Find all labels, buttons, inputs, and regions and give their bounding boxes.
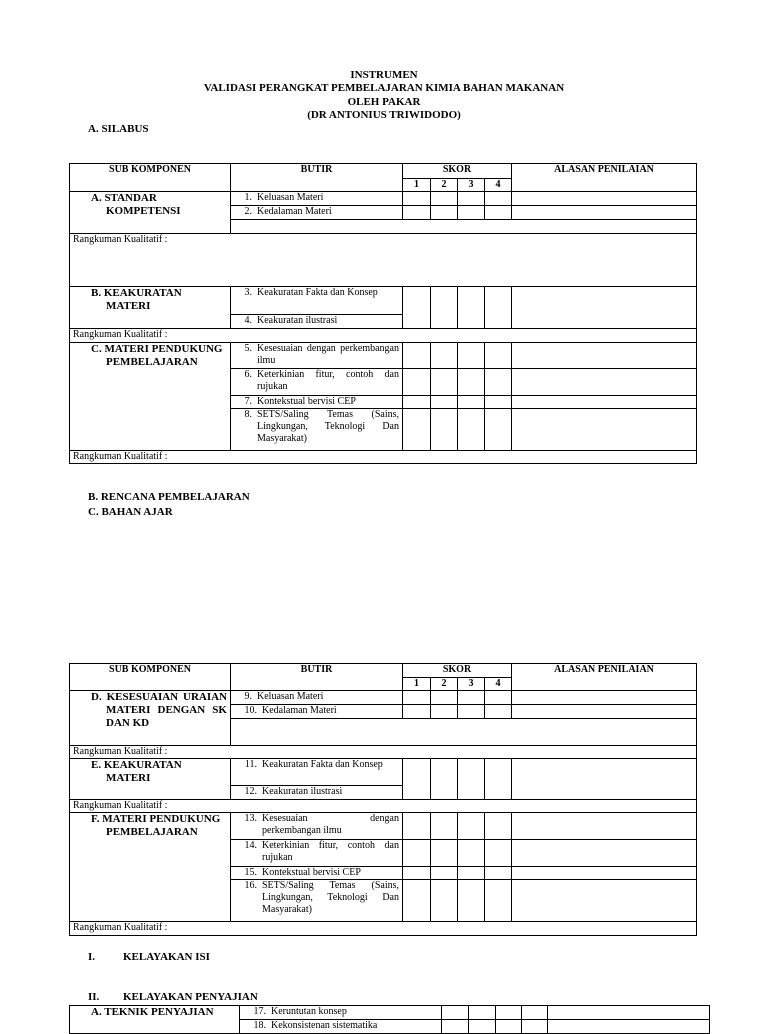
score-header-2: 2 [431,678,458,691]
section-a-heading: A. SILABUS [88,123,149,135]
reason-cell[interactable] [512,192,697,206]
score-cell[interactable] [458,206,485,220]
score-cell[interactable] [431,192,458,206]
score-cell[interactable] [431,369,458,396]
component-d [70,691,231,746]
score-cell[interactable] [442,1020,469,1034]
reason-cell[interactable] [512,206,697,220]
score-cell[interactable] [485,880,512,922]
header-skor: SKOR [403,664,512,678]
item-5: 5. Kesesuaian dengan perkembangan ilmu [231,343,403,369]
reason-cell[interactable] [512,369,697,396]
score-header-1: 1 [403,179,431,192]
header-alasan: ALASAN PENILAIAN [512,664,697,691]
score-cell[interactable] [458,192,485,206]
score-header-1: 1 [403,678,431,691]
score-cell[interactable] [431,867,458,880]
score-cell[interactable] [485,287,512,329]
item-12: 12. Keakuratan ilustrasi [231,786,403,800]
score-cell[interactable] [458,867,485,880]
item-15: 15. Kontekstual bervisi CEP [231,867,403,880]
document-author: (DR ANTONIUS TRIWIDODO) [307,109,461,121]
item-9: 9. Keluasan Materi [231,691,403,705]
score-cell[interactable] [442,1006,469,1020]
score-cell[interactable] [403,287,431,329]
score-cell[interactable] [403,840,431,867]
section-i-number: I. [88,951,96,963]
document-subtitle: VALIDASI PERANGKAT PEMBELAJARAN KIMIA BAHAN MAKANAN [203,82,565,94]
score-cell[interactable] [458,840,485,867]
component-b [70,287,231,329]
item-2: 2. Kedalaman Materi [231,206,403,220]
score-cell[interactable] [403,813,431,840]
score-cell[interactable] [458,343,485,369]
item-1: 1. Keluasan Materi [231,192,403,206]
reason-cell[interactable] [512,880,697,922]
score-cell[interactable] [496,1020,522,1034]
header-sub-komponen: SUB KOMPONEN [70,164,231,192]
qualitative-summary[interactable]: Rangkuman Kualitatif : [70,800,697,813]
item-3: 3. Keakuratan Fakta dan Konsep [231,287,403,315]
score-cell[interactable] [431,759,458,800]
score-cell[interactable] [458,409,485,451]
score-cell[interactable] [458,369,485,396]
header-alasan: ALASAN PENILAIAN [512,164,697,192]
item-18: 18. Kekonsistenan sistematika [240,1020,442,1034]
blank-cell [231,220,697,234]
score-header-4: 4 [485,678,512,691]
score-cell[interactable] [485,409,512,451]
score-cell[interactable] [431,880,458,922]
item-17: 17. Keruntutan konsep [240,1006,442,1020]
reason-cell[interactable] [548,1020,710,1034]
reason-cell[interactable] [512,759,697,800]
component-d-label: D. KESESUAIAN URAIAN MATERI DENGAN SK DAN KD [91,691,227,729]
score-cell[interactable] [403,867,431,880]
component-b-label: B. KEAKURATAN MATERI [91,287,182,312]
score-cell[interactable] [403,705,431,719]
score-cell[interactable] [403,192,431,206]
item-8: 8. SETS/Saling Temas (Sains, Lingkungan, Teknologi Dan Masyarakat) [231,409,403,451]
score-cell[interactable] [431,287,458,329]
document-title: INSTRUMEN [350,69,418,81]
component-a-label: A. STANDAR KOMPETENSI [91,192,181,217]
reason-cell[interactable] [512,840,697,867]
component-teknik-label: A. TEKNIK PENYAJIAN [91,1006,214,1018]
component-e [70,759,231,800]
section-b-heading: B. RENCANA PEMBELAJARAN [88,491,250,503]
item-14: 14. Keterkinian fitur, contoh dan rujukan [231,840,403,867]
component-a [70,192,231,234]
section-i-heading: KELAYAKAN ISI [123,951,210,963]
score-header-3: 3 [458,678,485,691]
score-cell[interactable] [458,287,485,329]
component-f-label: F. MATERI PENDUKUNG PEMBELAJARAN [91,813,221,838]
score-cell[interactable] [458,759,485,800]
reason-cell[interactable] [512,409,697,451]
score-cell[interactable] [485,691,512,705]
item-13: 13. Kesesuaian dengan perkembangan ilmu [231,813,403,840]
header-butir: BUTIR [231,164,403,192]
score-cell[interactable] [485,192,512,206]
component-f [70,813,231,922]
score-cell[interactable] [458,396,485,409]
item-6: 6. Keterkinian fitur, contoh dan rujukan [231,369,403,396]
reason-cell[interactable] [512,396,697,409]
score-cell[interactable] [469,1020,496,1034]
score-cell[interactable] [403,206,431,220]
item-7: 7. Kontekstual bervisi CEP [231,396,403,409]
score-cell[interactable] [485,343,512,369]
component-e-label: E. KEAKURATAN MATERI [91,759,182,784]
component-c-label: C. MATERI PENDUKUNG PEMBELAJARAN [91,343,223,368]
component-teknik [70,1006,240,1034]
header-skor: SKOR [403,164,512,179]
score-cell[interactable] [403,880,431,922]
reason-cell[interactable] [512,705,697,719]
score-cell[interactable] [458,691,485,705]
qualitative-summary[interactable]: Rangkuman Kualitatif : [70,451,697,464]
score-cell[interactable] [431,396,458,409]
score-cell[interactable] [431,840,458,867]
score-cell[interactable] [485,813,512,840]
reason-cell[interactable] [512,813,697,840]
score-cell[interactable] [458,813,485,840]
score-cell[interactable] [485,705,512,719]
item-10: 10. Kedalaman Materi [231,705,403,719]
score-cell[interactable] [522,1020,548,1034]
score-cell[interactable] [458,705,485,719]
reason-cell[interactable] [512,867,697,880]
blank-cell [231,719,697,746]
item-4: 4. Keakuratan ilustrasi [231,315,403,329]
score-cell[interactable] [403,369,431,396]
qualitative-summary[interactable]: Rangkuman Kualitatif : [70,746,697,759]
score-cell[interactable] [403,396,431,409]
reason-cell[interactable] [548,1006,710,1020]
score-cell[interactable] [485,396,512,409]
score-cell[interactable] [485,867,512,880]
header-sub-komponen: SUB KOMPONEN [70,664,231,691]
score-cell[interactable] [496,1006,522,1020]
section-c-heading: C. BAHAN AJAR [88,506,173,518]
section-ii-heading: KELAYAKAN PENYAJIAN [123,991,258,1003]
item-11: 11. Keakuratan Fakta dan Konsep [231,759,403,786]
header-butir: BUTIR [231,664,403,691]
score-cell[interactable] [485,759,512,800]
score-cell[interactable] [485,369,512,396]
section-ii-number: II. [88,991,100,1003]
reason-cell[interactable] [512,691,697,705]
score-cell[interactable] [403,691,431,705]
reason-cell[interactable] [512,343,697,369]
score-cell[interactable] [485,840,512,867]
score-cell[interactable] [458,880,485,922]
reason-cell[interactable] [512,287,697,329]
score-cell[interactable] [431,813,458,840]
score-cell[interactable] [431,206,458,220]
bahan-ajar-table [69,663,697,936]
score-cell[interactable] [522,1006,548,1020]
qualitative-summary[interactable]: Rangkuman Kualitatif : [70,922,697,936]
score-header-4: 4 [485,179,512,192]
score-cell[interactable] [403,409,431,451]
score-cell[interactable] [431,691,458,705]
score-header-2: 2 [431,179,458,192]
penyajian-table [69,1005,710,1034]
qualitative-summary[interactable]: Rangkuman Kualitatif : [70,234,697,287]
score-cell[interactable] [485,206,512,220]
qualitative-summary[interactable]: Rangkuman Kualitatif : [70,329,697,343]
silabus-table [69,163,697,464]
score-cell[interactable] [403,759,431,800]
item-16: 16. SETS/Saling Temas (Sains, Lingkungan, Teknologi Dan Masyarakat) [231,880,403,922]
score-cell[interactable] [431,409,458,451]
score-cell[interactable] [469,1006,496,1020]
score-header-3: 3 [458,179,485,192]
score-cell[interactable] [431,343,458,369]
score-cell[interactable] [431,705,458,719]
document-byline: OLEH PAKAR [347,96,421,108]
score-cell[interactable] [403,343,431,369]
component-c [70,343,231,451]
